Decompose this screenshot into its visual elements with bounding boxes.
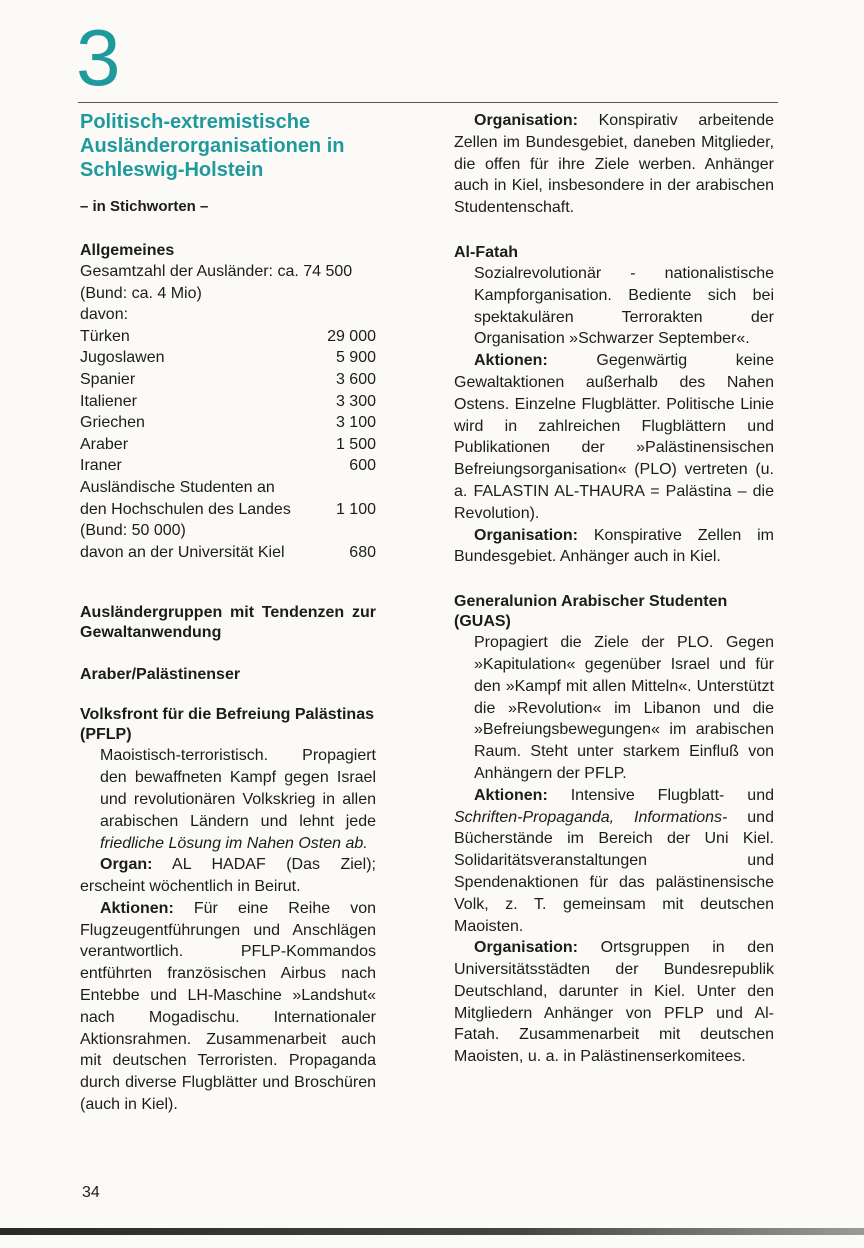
kiel-row: davon an der Universität Kiel 680 [80,543,376,561]
chapter-subtitle: – in Stichworten – [80,198,209,215]
fatah-heading: Al-Fatah [454,243,518,261]
stat-row: Türken 29 000 [80,327,376,345]
davon-label: davon: [80,306,129,324]
fatah-aktionen: Aktionen: Gegenwärtig keine Gewaltaktionen außerhalb des Nahen Ostens. Einzelne Flugblätter. Politische Linie wird in zahlreichen Flugblättern und Publikationen der »Palästinensischen Befreiungsorganisation« (PLO) vertreten (u. a. FALASTIN AL-THAURA = Palästina – die Revolution). [454,352,774,522]
right-column [454,110,774,1068]
guas-heading: Generalunion Arabischer Studenten (GUAS) [454,593,728,631]
stat-row: Iraner 600 [80,457,376,475]
gruppen-heading: Ausländergruppen mit Tendenzen zur Gewaltanwendung [80,604,376,642]
top-rule [78,102,778,103]
page-number: 34 [82,1184,100,1201]
scan-edge-bar [0,1228,864,1235]
stat-row: Griechen 3 100 [80,414,376,432]
stat-row: Araber 1 500 [80,435,376,453]
pflp-organ: Organ: AL HADAF (Das Ziel); erscheint wöchentlich in Beirut. [80,856,377,896]
stat-row: Italiener 3 300 [80,392,376,410]
stat-row: Jugoslawen 5 900 [80,349,376,367]
araber-heading: Araber/Palästinenser [80,666,241,684]
total-foreigners: Gesamtzahl der Ausländer: ca. 74 500 [80,263,353,280]
students-bund: (Bund: 50 000) [80,522,186,540]
fatah-organisation: Organisation: Konspirative Zellen im Bundesgebiet. Anhänger auch in Kiel. [454,526,774,566]
guas-aktionen: Aktionen: Intensive Flugblatt- und Schriften-Propaganda, Informations- und Bücherstände im Bereich der Uni Kiel. Solidaritätsveranstaltungen und Spendenaktionen für das palästinensische Volk, z. T. gemeinsam mit deutschen Maoisten. [454,786,774,935]
pflp-organisation: Organisation: Konspirativ arbeitende Zellen im Bundesgebiet, daneben Mitglieder, die offen für ihre Ziele werben. Anhänger auch in Kiel, insbesondere in der arabischen Studentenschaft. [454,112,774,217]
pflp-heading: Volksfront für die Befreiung Palästinas (PFLP) [80,706,374,744]
chapter-title: Politisch-extremistische Ausländerorganisationen in Schleswig-Holstein [80,111,345,181]
allgemeines-heading: Allgemeines [80,242,175,259]
chapter-number: 3 [76,13,121,102]
fatah-description: Sozialrevolutionär - nationalistische Kampforganisation. Bediente sich bei spektakulären Terrorakten der Organisation »Schwarzer September«. [474,264,774,348]
guas-organisation: Organisation: Ortsgruppen in den Universitätsstädten der Bundesrepublik Deutschland, darunter in Kiel. Unter den Mitgliedern Anhänger von PFLP und Al-Fatah. Zusammenarbeit mit deutschen Maoisten, u. a. in Palästinenserkomitees. [454,939,774,1066]
total-bund: (Bund: ca. 4 Mio) [80,284,202,302]
left-column [80,110,376,1116]
pflp-description: Maoistisch-terroristisch. Propagiert den bewaffneten Kampf gegen Israel und revolutionären Volkskrieg in allen arabischen Ländern und lehnt jede friedliche Lösung im Nahen Osten ab. [100,747,376,852]
students-row: den Hochschulen des Landes 1 100 [80,500,376,518]
stat-row: Spanier 3 600 [80,370,376,388]
students-label: Ausländische Studenten an [80,478,275,496]
pflp-aktionen: Aktionen: Für eine Reihe von Flugzeugentführungen und Anschlägen verantwortlich. PFLP-Kommandos entführten französischen Airbus nach Entebbe und LH-Maschine »Landshut« nach Mogadischu. Internationaler Aktionsrahmen. Zusammenarbeit auch mit deutschen Terroristen. Propaganda durch diverse Flugblätter und Broschüren (auch in Kiel). [80,899,376,1114]
guas-description: Propagiert die Ziele der PLO. Gegen »Kapitulation« gegenüber Israel und für den »Kampf mit allen Mitteln«. Unterstützt die »Revolution« im Libanon und die »Befreiungsbewegungen« im arabischen Raum. Steht unter starkem Einfluß von Anhängern der PFLP. [474,634,774,782]
